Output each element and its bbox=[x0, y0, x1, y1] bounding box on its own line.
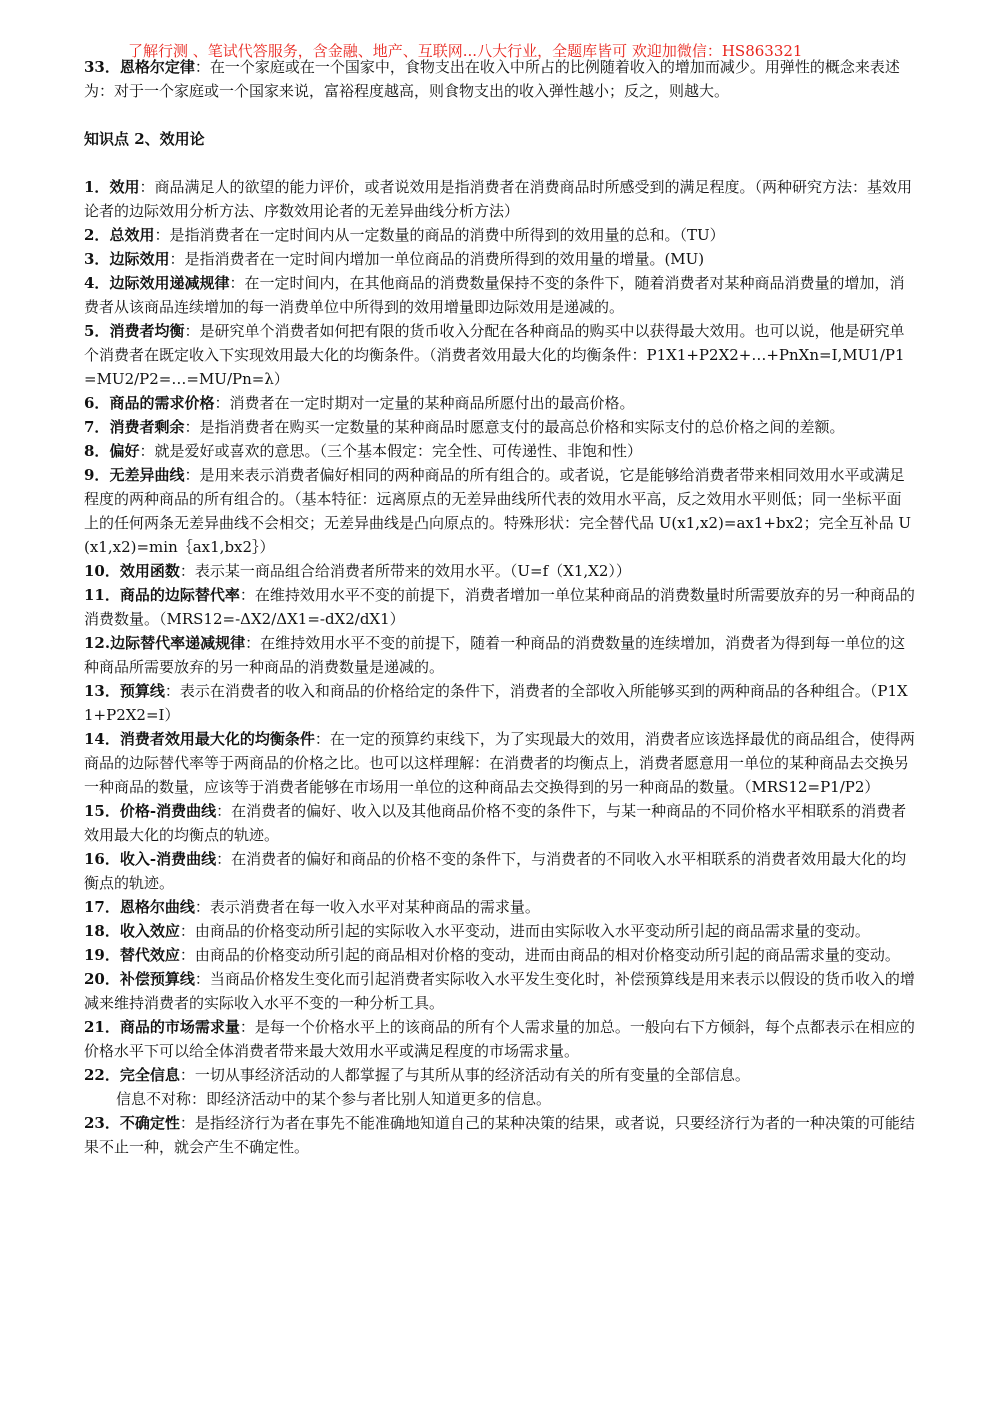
entry-term: 无差异曲线 bbox=[109, 466, 185, 484]
entry-text: ：是用来表示消费者偏好相同的两种商品的所有组合的。或者说，它是能够给消费者带来相同效用水平或满足程度的两种商品的所有组合的。（基本特征：远离原点的无差异曲线所代表的效用水平高，反之效用水平则低；同一坐标平面上的任何两条无差异曲线不会相交；无差异曲线是凸向原点的。特殊形状：完全替代品 U(x1,x2)=ax1+bx2；完全互补品 U(x1,x2)=min｛ax1,bx2｝） bbox=[84, 466, 911, 556]
entry-text: ：由商品的价格变动所引起的商品相对价格的变动，进而由商品的相对价格变动所引起的商品需求量的变动。 bbox=[179, 946, 900, 964]
entry-term: 收入效应 bbox=[119, 922, 180, 940]
entry-number: 8． bbox=[84, 442, 110, 460]
entry-text: ：是每一个价格水平上的该商品的所有个人需求量的加总。一般向右下方倾斜，每个点都表示在相应的价格水平下可以给全体消费者带来最大效用水平或满足程度的市场需求量。 bbox=[84, 1018, 915, 1060]
entry-number: 14． bbox=[84, 730, 120, 748]
definition-entry bbox=[84, 319, 916, 391]
entry-number: 13． bbox=[84, 682, 120, 700]
entry-number: 5． bbox=[84, 322, 110, 340]
definition-entry bbox=[84, 175, 916, 223]
entry-term: 替代效应 bbox=[119, 946, 180, 964]
entry-term: 商品的市场需求量 bbox=[119, 1018, 240, 1036]
entry-number: 2． bbox=[84, 226, 110, 244]
intro-entry bbox=[84, 55, 916, 103]
definition-entry bbox=[84, 415, 916, 439]
entry-term: 商品的需求价格 bbox=[109, 394, 215, 412]
entry-text: ：在维持效用水平不变的前提下，随着一种商品的消费数量的连续增加，消费者为得到每一单位的这种商品所需要放弃的另一种商品的消费数量是递减的。 bbox=[84, 634, 906, 676]
entry-term: 恩格尔曲线 bbox=[119, 898, 195, 916]
entry-number: 17． bbox=[84, 898, 120, 916]
entry-term: 补偿预算线 bbox=[119, 970, 195, 988]
entry-text: ：是指消费者在购买一定数量的某种商品时愿意支付的最高总价格和实际支付的总价格之间的差额。 bbox=[184, 418, 845, 436]
entry-number: 16． bbox=[84, 850, 120, 868]
entry-text: ：当商品价格发生变化而引起消费者实际收入水平发生变化时，补偿预算线是用来表示以假设的货币收入的增减来维持消费者的实际收入水平不变的一种分析工具。 bbox=[84, 970, 915, 1012]
entry-term: 完全信息 bbox=[119, 1066, 180, 1084]
definition-entry bbox=[84, 679, 916, 727]
entry-number: 18． bbox=[84, 922, 120, 940]
entry-number: 7． bbox=[84, 418, 110, 436]
entry-text: ：商品满足人的欲望的能力评价，或者说效用是指消费者在消费商品时所感受到的满足程度。（两种研究方法：基效用论者的边际效用分析方法、序数效用论者的无差异曲线分析方法） bbox=[84, 178, 912, 220]
definition-entry bbox=[84, 727, 916, 799]
entry-text: ：表示某一商品组合给消费者所带来的效用水平。（U=f（X1,X2）） bbox=[179, 562, 631, 580]
entry-number: 6． bbox=[84, 394, 110, 412]
definition-entry bbox=[84, 967, 916, 1015]
entry-number: 10． bbox=[84, 562, 120, 580]
definition-entry bbox=[84, 223, 916, 247]
entry-text: ：是指经济行为者在事先不能准确地知道自己的某种决策的结果，或者说，只要经济行为者的一种决策的可能结果不止一种，就会产生不确定性。 bbox=[84, 1114, 915, 1156]
entry-number: 15． bbox=[84, 802, 120, 820]
entry-number: 11． bbox=[84, 586, 120, 604]
entry-text: ：是研究单个消费者如何把有限的货币收入分配在各种商品的购买中以获得最大效用。也可以说，他是研究单个消费者在既定收入下实现效用最大化的均衡条件。（消费者效用最大化的均衡条件：P1X1+P2X2+…+PnXn=I,MU1/P1=MU2/P2=…=MU/Pn=λ） bbox=[84, 322, 905, 388]
entry-number: 4． bbox=[84, 274, 110, 292]
entry-text: ：在一定的预算约束线下，为了实现最大的效用，消费者应该选择最优的商品组合，使得两商品的边际替代率等于两商品的价格之比。也可以这样理解：在消费者的均衡点上，消费者愿意用一单位的某种商品去交换另一种商品的数量，应该等于消费者能够在市场用一单位的这种商品去交换得到的另一种商品的数量。（MRS12=P1/P2） bbox=[84, 730, 915, 796]
entry-term: 价格-消费曲线 bbox=[119, 802, 217, 820]
entry-term: 商品的边际替代率 bbox=[119, 586, 240, 604]
entry-text: ：在一定时间内，在其他商品的消费数量保持不变的条件下，随着消费者对某种商品消费量的增加，消费者从该商品连续增加的每一消费单位中所得到的效用增量即边际效用是递减的。 bbox=[84, 274, 905, 316]
entry-term: 消费者均衡 bbox=[109, 322, 185, 340]
definition-entry bbox=[84, 1063, 916, 1087]
section-title: 知识点 2、效用论 bbox=[84, 130, 205, 148]
entry-term: 收入-消费曲线 bbox=[119, 850, 217, 868]
entry-term: 消费者效用最大化的均衡条件 bbox=[119, 730, 315, 748]
entry-term: 边际效用 bbox=[109, 250, 170, 268]
entry-number: 21． bbox=[84, 1018, 120, 1036]
entry-text: ：表示消费者在每一收入水平对某种商品的需求量。 bbox=[194, 898, 540, 916]
entry-number: 22． bbox=[84, 1066, 120, 1084]
definition-entry bbox=[84, 943, 916, 967]
entry-number: 9． bbox=[84, 466, 110, 484]
entry-term: 恩格尔定律 bbox=[119, 58, 195, 76]
entry-number: 3． bbox=[84, 250, 110, 268]
entry-text: ：在消费者的偏好、收入以及其他商品价格不变的条件下，与某一种商品的不同价格水平相联系的消费者效用最大化的均衡点的轨迹。 bbox=[84, 802, 907, 844]
entry-text: 信息不对称：即经济活动中的某个参与者比别人知道更多的信息。 bbox=[116, 1090, 552, 1108]
definition-entry bbox=[84, 895, 916, 919]
definition-entry bbox=[84, 799, 916, 847]
definition-entry bbox=[84, 391, 916, 415]
definition-entry bbox=[84, 271, 916, 319]
entry-text: ：是指消费者在一定时间内增加一单位商品的消费所得到的效用量的增量。(MU) bbox=[169, 250, 705, 268]
watermark-banner: 了解行测 、笔试代答服务，含金融、地产、互联网...八大行业，全题库皆可 欢迎加微信：HS863321 bbox=[128, 42, 803, 60]
entry-term: 不确定性 bbox=[119, 1114, 180, 1132]
entry-number: 23． bbox=[84, 1114, 120, 1132]
entry-number: 33． bbox=[84, 58, 120, 76]
entry-text: ：在一个家庭或在一个国家中，食物支出在收入中所占的比例随着收入的增加而减少。用弹性的概念来表述为：对于一个家庭或一个国家来说，富裕程度越高，则食物支出的收入弹性越小；反之，则越大。 bbox=[84, 58, 900, 100]
definition-entry bbox=[84, 439, 916, 463]
entry-text: ：在维持效用水平不变的前提下，消费者增加一单位某种商品的消费数量时所需要放弃的另一种商品的消费数量。（MRS12=-ΔX2/ΔX1=-dX2/dX1） bbox=[84, 586, 915, 628]
entry-term: 边际替代率递减规律 bbox=[110, 634, 246, 652]
entry-list bbox=[84, 175, 916, 1159]
entry-term: 效用 bbox=[109, 178, 140, 196]
entry-text: ：由商品的价格变动所引起的实际收入水平变动，进而由实际收入水平变动所引起的商品需求量的变动。 bbox=[179, 922, 870, 940]
entry-term: 总效用 bbox=[109, 226, 155, 244]
definition-entry bbox=[84, 919, 916, 943]
entry-text: ：一切从事经济活动的人都掌握了与其所从事的经济活动有关的所有变量的全部信息。 bbox=[179, 1066, 750, 1084]
document-body bbox=[84, 55, 916, 1159]
entry-term: 边际效用递减规律 bbox=[109, 274, 230, 292]
entry-term: 偏好 bbox=[109, 442, 140, 460]
definition-entry bbox=[84, 559, 916, 583]
entry-term: 消费者剩余 bbox=[109, 418, 185, 436]
definition-entry bbox=[84, 631, 916, 679]
definition-entry bbox=[84, 463, 916, 559]
entry-term: 效用函数 bbox=[119, 562, 180, 580]
entry-text: ：是指消费者在一定时间内从一定数量的商品的消费中所得到的效用量的总和。（TU） bbox=[154, 226, 725, 244]
entry-text: ：在消费者的偏好和商品的价格不变的条件下，与消费者的不同收入水平相联系的消费者效用最大化的均衡点的轨迹。 bbox=[84, 850, 907, 892]
definition-entry bbox=[84, 247, 916, 271]
entry-number: 20． bbox=[84, 970, 120, 988]
entry-term: 预算线 bbox=[119, 682, 165, 700]
definition-entry bbox=[84, 847, 916, 895]
entry-number: 1． bbox=[84, 178, 110, 196]
definition-entry bbox=[84, 583, 916, 631]
entry-text: ：消费者在一定时期对一定量的某种商品所愿付出的最高价格。 bbox=[214, 394, 635, 412]
entry-number: 19． bbox=[84, 946, 120, 964]
definition-entry bbox=[84, 1015, 916, 1063]
entry-text: ：就是爱好或喜欢的意思。（三个基本假定：完全性、可传递性、非饱和性） bbox=[139, 442, 642, 460]
entry-number: 12. bbox=[84, 634, 111, 652]
definition-entry bbox=[84, 1087, 916, 1111]
definition-entry bbox=[84, 1111, 916, 1159]
entry-text: ：表示在消费者的收入和商品的价格给定的条件下，消费者的全部收入所能够买到的两种商品的各种组合。（P1X1+P2X2=I） bbox=[84, 682, 908, 724]
